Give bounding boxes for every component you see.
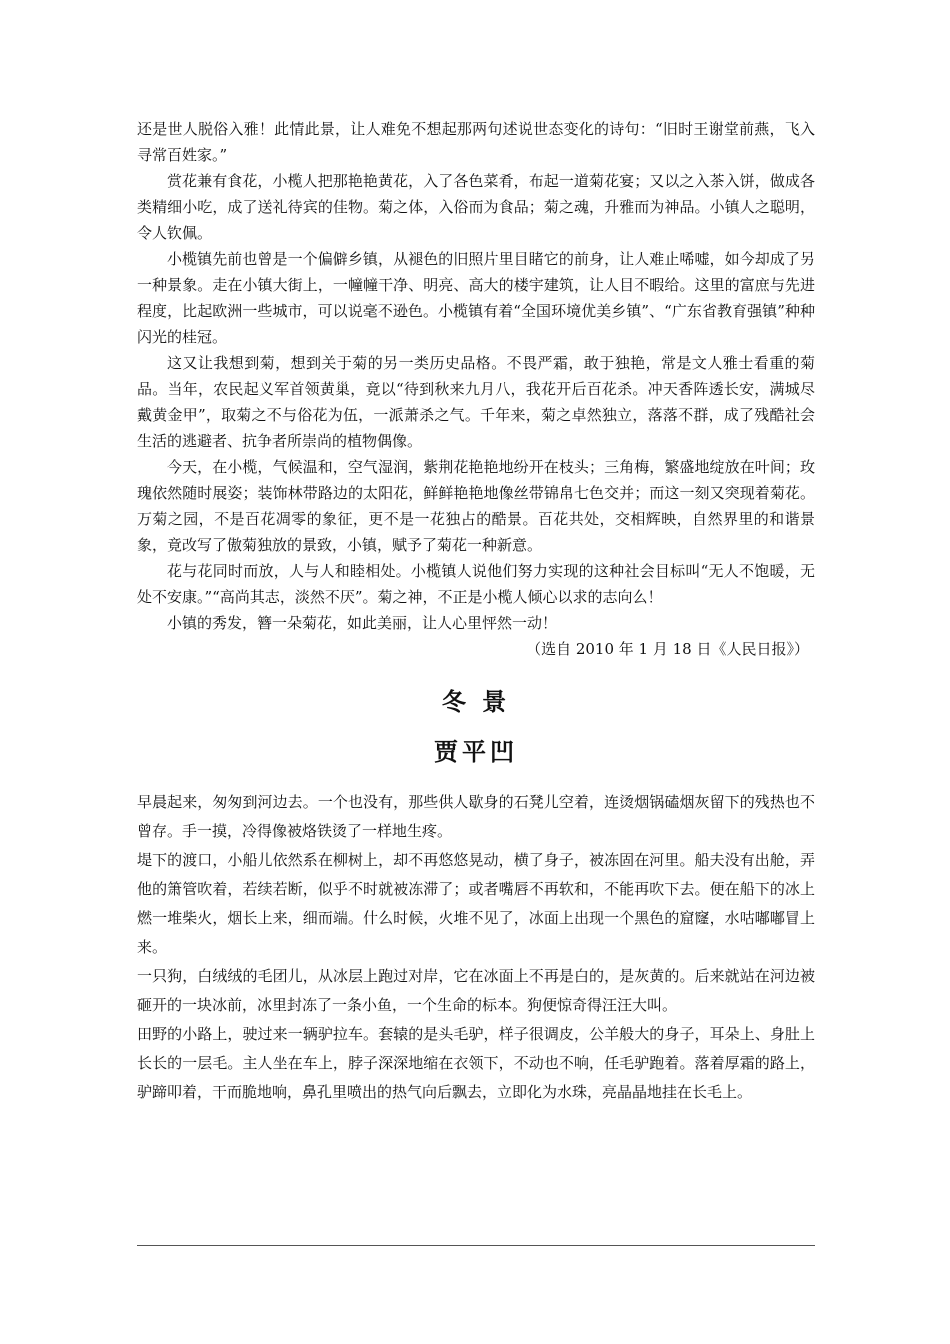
paragraph: 一只狗，白绒绒的毛团儿，从冰层上跑过对岸，它在冰面上不再是白的，是灰黄的。后来就站在河边被砸开的一块冰前，冰里封冻了一条小鱼，一个生命的标本。狗便惊奇得汪汪大叫。 bbox=[137, 967, 815, 1014]
article-author: 贾平凹 bbox=[434, 738, 518, 766]
paragraph: 小榄镇先前也曾是一个偏僻乡镇，从褪色的旧照片里目睹它的前身，让人难止唏嘘，如今却成了另一种景象。走在小镇大街上，一幢幢干净、明亮、高大的楼宇建筑，让人目不暇给。这里的富庶与先进程度，比起欧洲一些城市，可以说毫不逊色。小榄镇有着“全国环境优美乡镇”、“广东省教育强镇”种种闪光的桂冠。 bbox=[137, 250, 815, 346]
article-title: 冬 景 bbox=[441, 688, 511, 716]
paragraph: 今天，在小榄，气候温和，空气湿润，紫荆花艳艳地纷开在枝头；三角梅，繁盛地绽放在叶间；玫瑰依然随时展姿；装饰林带路边的太阳花，鲜鲜艳艳地像丝带锦帛七色交并；而这一刻又突现着菊花。万菊之园，不是百花凋零的象征，更不是一花独占的酷景。百花共处，交相辉映，自然界里的和谐景象，竟改写了傲菊独放的景致，小镇，赋予了菊花一种新意。 bbox=[137, 458, 815, 554]
paragraph: 花与花同时而放，人与人和睦相处。小榄镇人说他们努力实现的这种社会目标叫“无人不饱暖，无处不安康。”“高尚其志，淡然不厌”。菊之神，不正是小榄人倾心以求的志向么！ bbox=[137, 562, 815, 606]
paragraph: 早晨起来，匆匆到河边去。一个也没有，那些供人歇身的石凳儿空着，连烫烟锅磕烟灰留下的残热也不曾存。手一摸，冷得像被烙铁烫了一样地生疼。 bbox=[137, 793, 815, 840]
paragraph: 赏花兼有食花，小榄人把那艳艳黄花，入了各色菜肴，布起一道菊花宴；又以之入茶入饼，做成各类精细小吃，成了送礼待宾的佳物。菊之体，入俗而为食品；菊之魂，升雅而为神品。小镇人之聪明，令人钦佩。 bbox=[137, 172, 815, 242]
article-winter-scene bbox=[137, 788, 815, 1107]
paragraph: 小镇的秀发，簪一朵菊花，如此美丽，让人心里怦然一动！ bbox=[167, 614, 558, 632]
page-body bbox=[137, 116, 815, 1107]
paragraph: 田野的小路上，驶过来一辆驴拉车。套辕的是头毛驴，样子很调皮，公羊般大的身子，耳朵上、身肚上长长的一层毛。主人坐在车上，脖子深深地缩在衣领下，不动也不响，任毛驴跑着。落着厚霜的路上，驴蹄叩着，干而脆地响，鼻孔里喷出的热气向后飘去，立即化为水珠，亮晶晶地挂在长毛上。 bbox=[137, 1025, 815, 1101]
footer-divider bbox=[137, 1245, 815, 1246]
source-citation: （选自 2010 年 1 月 18 日《人民日报》） bbox=[526, 640, 809, 658]
paragraph: 堤下的渡口，小船儿依然系在柳树上，却不再悠悠晃动，横了身子，被冻固在河里。船夫没有出舱，弄他的箫管吹着，若续若断，似乎不时就被冻滞了；或者嘴唇不再软和，不能再吹下去。便在船下的冰上燃一堆柴火，烟长上来，细而端。什么时候，火堆不见了，冰面上出现一个黑色的窟窿，水咕嘟嘟冒上来。 bbox=[137, 851, 815, 956]
paragraph: 这又让我想到菊，想到关于菊的另一类历史品格。不畏严霜，敢于独艳，常是文人雅士看重的菊品。当年，农民起义军首领黄巢，竟以“待到秋来九月八，我花开后百花杀。冲天香阵透长安，满城尽戴黄金甲”，取菊之不与俗花为伍，一派萧杀之气。千年来，菊之卓然独立，落落不群，成了残酷社会生活的逃避者、抗争者所崇尚的植物偶像。 bbox=[137, 354, 815, 450]
article-chrysanthemum bbox=[137, 116, 815, 662]
paragraph: 还是世人脱俗入雅！此情此景，让人难免不想起那两句述说世态变化的诗句：“旧时王谢堂前燕，飞入寻常百姓家。” bbox=[137, 120, 815, 164]
